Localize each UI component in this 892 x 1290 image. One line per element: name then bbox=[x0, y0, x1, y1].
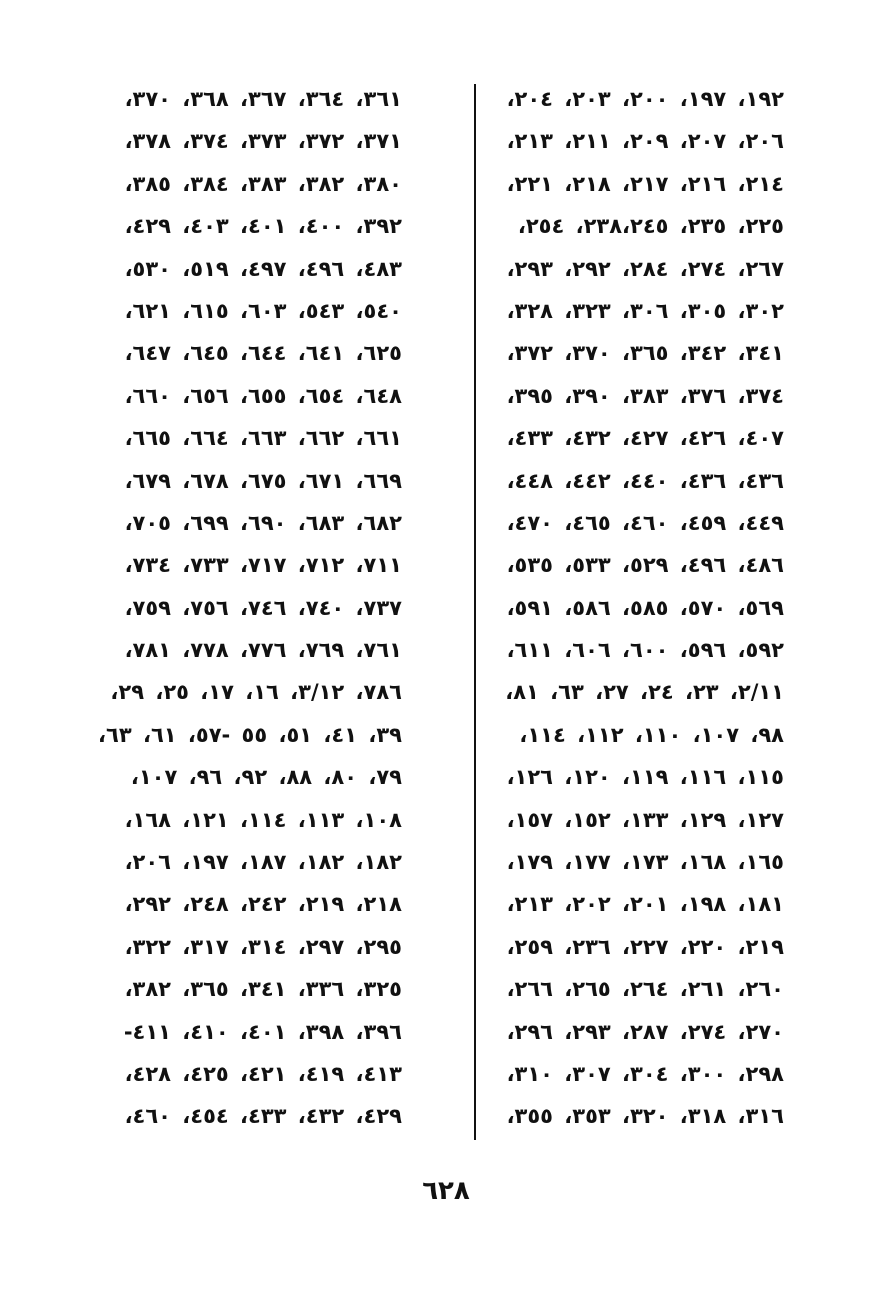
index-line: ١٩٢، ١٩٧، ٢٠٠، ٢٠٣، ٢٠٤، bbox=[506, 87, 784, 111]
index-line: ١٨٢، ١٨٢، ١٨٧، ١٩٧، ٢٠٦، bbox=[124, 850, 402, 875]
index-line: ٢/١١، ٢٣، ٢٤، ٢٧، ٦٣، ٨١، bbox=[505, 680, 784, 705]
index-line: ٧٩، ٨٠، ٨٨، ٩٢، ٩٦، ١٠٧، bbox=[130, 765, 402, 790]
index-line: ٦٦٩، ٦٧١، ٦٧٥، ٦٧٨، ٦٧٩، bbox=[124, 468, 402, 493]
index-line: ٧١١، ٧١٢، ٧١٧، ٧٣٣، ٧٣٤، bbox=[124, 553, 402, 578]
index-line: ٤٠٧، ٤٢٦، ٤٢٧، ٤٣٢، ٤٣٣، bbox=[506, 426, 784, 451]
index-line: ٦٢٥، ٦٤١، ٦٤٤، ٦٤٥، ٦٤٧، bbox=[124, 341, 402, 366]
index-line: ٥٤٠، ٥٤٣، ٦٠٣، ٦١٥، ٦٢١، bbox=[124, 298, 402, 323]
index-line: ٣١٦، ٣١٨، ٣٢٠، ٣٥٣، ٣٥٥، bbox=[506, 1104, 784, 1129]
index-column-right bbox=[478, 78, 784, 1138]
index-line: ٣٧٤، ٣٧٦، ٣٨٣، ٣٩٠، ٣٩٥، bbox=[506, 383, 784, 408]
index-line: ٢٠٦، ٢٠٧، ٢٠٩، ٢١١، ٢١٣، bbox=[506, 129, 784, 154]
index-line: ٣٢٥، ٣٣٦، ٣٤١، ٣٦٥، ٣٨٢، bbox=[124, 977, 402, 1002]
index-line: ٦٦١، ٦٦٢، ٦٦٣، ٦٦٤، ٦٦٥، bbox=[124, 426, 402, 451]
index-line: ١١٥، ١١٦، ١١٩، ١٢٠، ١٢٦، bbox=[506, 765, 784, 790]
index-line: ٣٨٠، ٣٨٢، ٣٨٣، ٣٨٤، ٣٨٥، bbox=[124, 171, 402, 196]
index-line: ٧٦١، ٧٦٩، ٧٧٦، ٧٧٨، ٧٨١، bbox=[124, 638, 402, 663]
index-line: ٢١٨، ٢١٩، ٢٤٢، ٢٤٨، ٢٩٢، bbox=[124, 892, 402, 917]
index-line: ٢١٤، ٢١٦، ٢١٧، ٢١٨، ٢٢١، bbox=[506, 171, 784, 196]
index-line: ٢٦٠، ٢٦١، ٢٦٤، ٢٦٥، ٢٦٦، bbox=[506, 977, 784, 1002]
index-line: ١٦٥، ١٦٨، ١٧٣، ١٧٧، ١٧٩، bbox=[506, 850, 784, 875]
index-line: ٢٩٨، ٣٠٠، ٣٠٤، ٣٠٧، ٣١٠، bbox=[506, 1061, 784, 1086]
index-line: ٣٩، ٤١، ٥١، ٥٥ -٥٧، ٦١، ٦٣، bbox=[98, 722, 402, 747]
index-column-left bbox=[96, 78, 402, 1138]
index-line: ٣٩٦، ٣٩٨، ٤٠١، ٤١٠، ٤١١- bbox=[123, 1019, 402, 1044]
index-line: ٦٨٢، ٦٨٣، ٦٩٠، ٦٩٩، ٧٠٥، bbox=[124, 510, 402, 535]
column-divider bbox=[474, 84, 476, 1140]
index-line: ٣٤١، ٣٤٢، ٣٦٥، ٣٧٠، ٣٧٢، bbox=[506, 341, 784, 366]
index-line: ٢٧٠، ٢٧٤، ٢٨٧، ٢٩٣، ٢٩٦، bbox=[506, 1019, 784, 1044]
index-line: ١٢٧، ١٢٩، ١٣٣، ١٥٢، ١٥٧، bbox=[506, 807, 784, 832]
index-line: ٤٢٩، ٤٣٢، ٤٣٣، ٤٥٤، ٤٦٠، bbox=[124, 1104, 402, 1129]
index-line: ٢٩٥، ٢٩٧، ٣١٤، ٣١٧، ٣٢٢، bbox=[124, 934, 402, 959]
page-number: ٦٢٨ bbox=[422, 1176, 470, 1206]
index-line: ٤٣٦، ٤٣٦، ٤٤٠، ٤٤٢، ٤٤٨، bbox=[506, 468, 784, 493]
index-line: ٣٦١، ٣٦٤، ٣٦٧، ٣٦٨، ٣٧٠، bbox=[124, 87, 402, 111]
index-line: ٣٠٢، ٣٠٥، ٣٠٦، ٣٢٣، ٣٢٨، bbox=[506, 298, 784, 323]
index-line: ٤٨٦، ٤٩٦، ٥٢٩، ٥٣٣، ٥٣٥، bbox=[506, 553, 784, 578]
index-line: ٢١٩، ٢٢٠، ٢٢٧، ٢٣٦، ٢٥٩، bbox=[506, 934, 784, 959]
index-line: ٤٤٩، ٤٥٩، ٤٦٠، ٤٦٥، ٤٧٠، bbox=[506, 510, 784, 535]
index-line: ٥٦٩، ٥٧٠، ٥٨٥، ٥٨٦، ٥٩١، bbox=[506, 595, 784, 620]
index-line: ٤٨٣، ٤٩٦، ٤٩٧، ٥١٩، ٥٣٠، bbox=[124, 256, 402, 281]
index-line: ٧٨٦، ٣/١٢، ١٦، ١٧، ٢٥، ٢٩، bbox=[110, 680, 402, 705]
index-line: ٣٩٢، ٤٠٠، ٤٠١، ٤٠٣، ٤٢٩، bbox=[124, 214, 402, 239]
index-line: ١٠٨، ١١٣، ١١٤، ١٢١، ١٦٨، bbox=[124, 807, 402, 832]
index-line: ٧٣٧، ٧٤٠، ٧٤٦، ٧٥٦، ٧٥٩، bbox=[124, 595, 402, 620]
index-line: ٤١٣، ٤١٩، ٤٢١، ٤٢٥، ٤٢٨، bbox=[124, 1061, 402, 1086]
index-line: ٥٩٢، ٥٩٦، ٦٠٠، ٦٠٦، ٦١١، bbox=[506, 638, 784, 663]
index-line: ٩٨، ١٠٧، ١١٠، ١١٢، ١١٤، bbox=[519, 722, 784, 747]
index-line: ٣٧١، ٣٧٢، ٣٧٣، ٣٧٤، ٣٧٨، bbox=[124, 129, 402, 154]
index-line: ٦٤٨، ٦٥٤، ٦٥٥، ٦٥٦، ٦٦٠، bbox=[124, 383, 402, 408]
index-line: ٢٢٥، ٢٣٥، ٢٣٨،٢٤٥، ٢٥٤، bbox=[517, 214, 784, 239]
index-line: ١٨١، ١٩٨، ٢٠١، ٢٠٢، ٢١٣، bbox=[506, 892, 784, 917]
index-line: ٢٦٧، ٢٧٤، ٢٨٤، ٢٩٢، ٢٩٣، bbox=[506, 256, 784, 281]
